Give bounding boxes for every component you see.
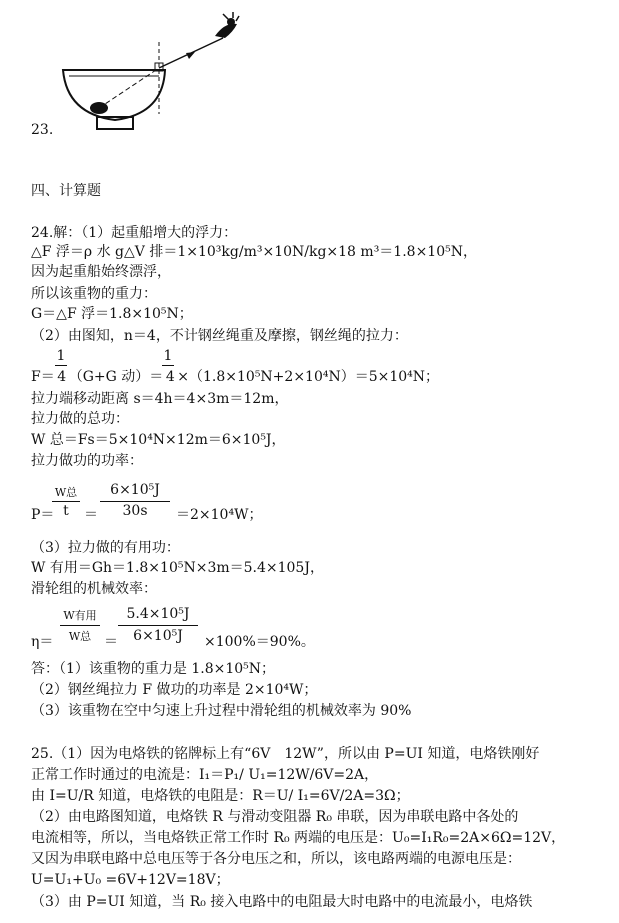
fraction-bar — [162, 365, 174, 366]
efficiency-equals: ＝ — [104, 634, 118, 650]
q24-line12: W 有用＝Gh＝1.8×10⁵N×3m＝5.4×105J， — [31, 560, 324, 576]
q25-line1: 25.（1）因为电烙铁的铭牌标上有“6V 12W”，所以由 P=UI 知道，电烙铁刚好 — [31, 746, 540, 762]
eye-icon — [215, 24, 237, 38]
power-result: ＝2×10⁴W； — [176, 507, 263, 523]
power-label: P＝ — [31, 507, 55, 523]
q24-line2: 因为起重船始终漂浮， — [31, 264, 171, 280]
q24-line5: （2）由图知，n＝4，不计钢丝绳重及摩擦，钢丝绳的拉力： — [31, 328, 408, 344]
quarter-denominator-2: 4 — [165, 369, 175, 385]
q25-line3: 由 I=U/R 知道，电烙铁的电阻是：R＝U/ I₁=6V/2A=3Ω； — [31, 788, 410, 804]
eta-frac2-den: 6×10⁵J — [133, 628, 183, 644]
q24-line7: 拉力端移动距离 s＝4h＝4×3m＝12m， — [31, 391, 289, 407]
q24-line1: △F 浮＝ρ 水 g△V 排＝1×10³kg/m³×10N/kg×18 m³＝1.8×10⁵N， — [31, 244, 477, 260]
q24-line9: W 总＝Fs＝5×10⁴N×12m＝6×10⁵J， — [31, 432, 286, 448]
virtual-ray — [99, 68, 159, 108]
quarter-denominator-1: 4 — [57, 369, 67, 385]
section-title: 四、计算题 — [31, 183, 101, 199]
q25-line2: 正常工作时通过的电流是：I₁＝P₁/ U₁=12W/6V=2A， — [31, 767, 379, 783]
power-frac1-num: W总 — [54, 486, 78, 499]
answer-line2: （2）钢丝绳拉力 F 做功的功率是 2×10⁴W； — [31, 682, 318, 698]
q24-header: 24.解：（1）起重船增大的浮力： — [31, 225, 238, 241]
eta-frac1-den: W总 — [68, 630, 92, 643]
fraction-bar — [118, 625, 198, 626]
q24-line10: 拉力做功的功率： — [31, 453, 143, 469]
q25-line6: 又因为串联电路中总电压等于各分电压之和，所以，该电路两端的电源电压是： — [31, 851, 521, 867]
q24-line3: 所以该重物的重力： — [31, 286, 157, 302]
quarter-numerator-1: 1 — [56, 348, 66, 364]
fraction-bar — [52, 501, 80, 502]
q25-line5: 电流相等，所以，当电烙铁正常工作时 R₀ 两端的电压是：U₀=I₁R₀=2A×6Ω=12V， — [31, 830, 566, 846]
q23-number: 23. — [31, 122, 54, 138]
q24-line4: G＝△F 浮＝1.8×10⁵N； — [31, 306, 193, 322]
q24-line13: 滑轮组的机械效率： — [31, 581, 157, 597]
power-equals: ＝ — [84, 507, 98, 523]
power-frac2-num: 6×10⁵J — [110, 482, 160, 498]
q25-line7: U=U₁+U₀ =6V+12V=18V； — [31, 872, 230, 888]
quarter-numerator-2: 1 — [163, 348, 173, 364]
q24-line11: （3）拉力做的有用功： — [31, 540, 180, 556]
q25-line4: （2）由电路图知道，电烙铁 R 与滑动变阻器 R₀ 串联，因为串联电路中各处的 — [31, 809, 519, 825]
eta-frac1-num: W有用 — [63, 609, 97, 622]
efficiency-result: ×100%＝90%。 — [204, 634, 315, 650]
fraction-bar — [100, 501, 170, 502]
fraction-bar — [55, 365, 67, 366]
bowl-light-figure — [55, 2, 255, 132]
power-frac2-den: 30s — [122, 503, 148, 519]
q25-line8: （3）由 P=UI 知道，当 R₀ 接入电路中的电阻最大时电路中的电流最小，电烙铁 — [31, 894, 533, 910]
q24-line8: 拉力做的总功： — [31, 411, 129, 427]
answer-line3: （3）该重物在空中匀速上升过程中滑轮组的机械效率为 90% — [31, 703, 412, 719]
force-label: F＝ — [31, 369, 55, 385]
efficiency-label: η＝ — [31, 634, 54, 650]
fraction-bar — [60, 625, 100, 626]
eta-frac2-num: 5.4×10⁵J — [126, 606, 190, 622]
q24-line6 — [31, 368, 439, 386]
force-expr-1: （G+G 动）＝ — [68, 369, 164, 385]
bowl-base — [97, 117, 133, 129]
answer-line1: 答：（1）该重物的重力是 1.8×10⁵N； — [31, 661, 276, 677]
power-frac1-den: t — [63, 503, 69, 519]
bowl-outline — [63, 70, 165, 120]
force-expr-2: ×（1.8×10⁵N+2×10⁴N）＝5×10⁴N； — [177, 369, 440, 385]
